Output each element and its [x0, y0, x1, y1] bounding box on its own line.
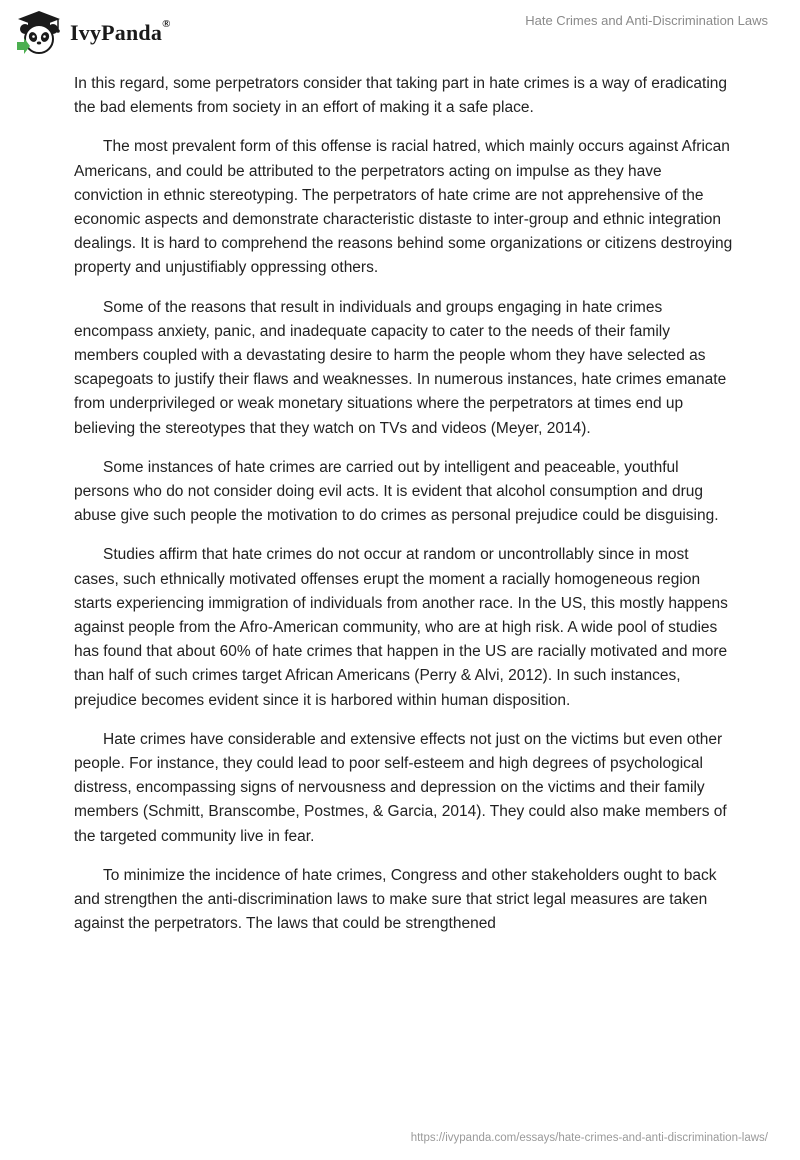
paragraph: The most prevalent form of this offense is racial hatred, which mainly occurs against African Americans, and could be attributed to the perpetrators acting on impulse as they have conviction in ethnic stereotyping. The perpetrators of hate crime are not apprehensive of the economic aspects and demonstrate characteristic distaste to inter-group and ethnic integration dealings. It is hard to comprehend the reasons behind some organizations or citizens destroying property and unjustifiably oppressing others. [74, 138, 733, 277]
paragraph: To minimize the incidence of hate crimes, Congress and other stakeholders ought to back and strengthen the anti-discrimination laws to make sure that strict legal measures are taken against the perpetrators. The laws that could be strengthened [74, 866, 717, 933]
document-title: Hate Crimes and Anti-Discrimination Laws [525, 13, 768, 28]
source-url[interactable]: https://ivypanda.com/essays/hate-crimes-and-anti-discrimination-laws/ [410, 1132, 768, 1144]
paragraph: Some of the reasons that result in individuals and groups engaging in hate crimes encompass anxiety, panic, and inadequate capacity to cater to the needs of their family members coupled with a devastating desire to harm the people whom they have selected as scapegoats to justify their flaws and weaknesses. In numerous instances, hate crimes emanate from underprivileged or weak monetary situations where the perpetrators at times end up believing the stereotypes that they watch on TVs and videos (Meyer, 2014). [74, 298, 727, 437]
ivypanda-logo[interactable] [14, 8, 171, 58]
paragraph: Studies affirm that hate crimes do not occur at random or uncontrollably since in most cases, such ethnically motivated offenses erupt the moment a racially homogeneous region starts experiencing immigration of individuals from another race. In the US, this mostly happens against people from the Afro-American community, who are at high risk. A wide pool of studies has found that about 60% of hate crimes that happen in the US are racially motivated and more than half of such crimes target African Americans (Perry & Alvi, 2012). In such instances, prejudice becomes evident since it is harbored within human disposition. [74, 546, 728, 709]
paragraph: In this regard, some perpetrators consider that taking part in hate crimes is a way of eradicating the bad elements from society in an effort of making it a safe place. [74, 75, 728, 117]
essay-body [74, 72, 734, 952]
panda-graduate-logo-icon [14, 8, 64, 58]
paragraph: Hate crimes have considerable and extensive effects not just on the victims but even other people. For instance, they could lead to poor self-esteem and high degrees of psychological distress, encompassing signs of nervousness and depression on the victims and their family members (Schmitt, Branscombe, Postmes, & Garcia, 2014). They could also make members of the targeted community live in fear. [74, 730, 727, 845]
brand-name: IvyPanda® [70, 18, 171, 45]
paragraph: Some instances of hate crimes are carried out by intelligent and peaceable, youthful persons who do not consider doing evil acts. It is evident that alcohol consumption and drug abuse give such people the motivation to do crimes as personal prejudice could be disguising. [74, 458, 719, 525]
registered-mark: ® [162, 18, 171, 30]
page-header [0, 0, 800, 70]
